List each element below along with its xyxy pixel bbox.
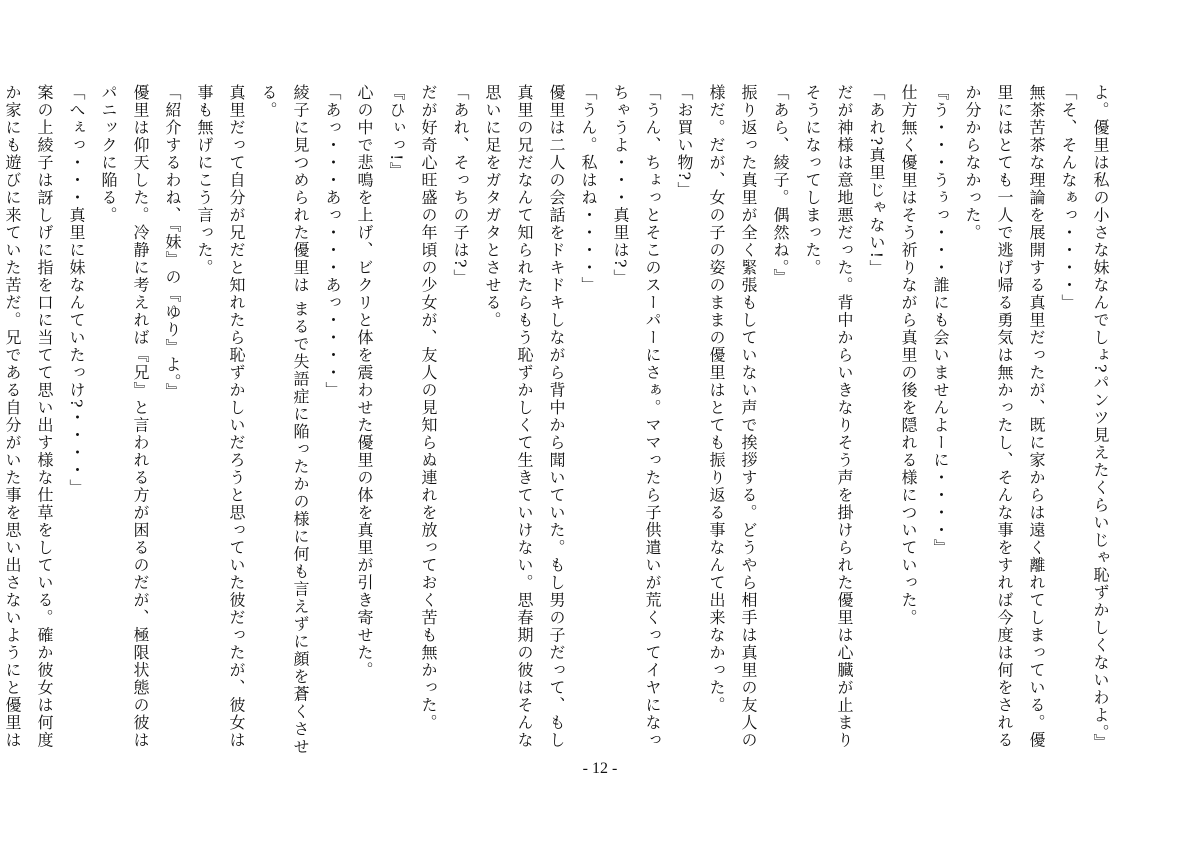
text-line: よ。優里は私の小さな妹なんでしょ?パンツ見えたくらいじゃ恥ずかしくないわよ。』	[1091, 84, 1110, 752]
text-line: 案の上綾子は訝しげに指を口に当てて思い出す様な仕草をしている。確か彼女は何度か家にも遊びに来ていた苦だ。兄である自分がいた事を思い出さないようにと優里は	[3, 84, 54, 749]
text-line: 優里は二人の会話をドキドキしながら背中から聞いていた。もし男の子だって、もし真里の兄だなんて知られたらもう恥ずかしくて生きていけない。思春期の彼はそんな思いに足をガタガタとさせる。	[483, 84, 566, 749]
text-line: 『ひぃっ!』	[387, 84, 406, 180]
text-line: 「うん、ちょっとそこのスーパーにさぁ。ママったら子供遣いが荒くってイヤになっちゃうよ・・・真里は?」	[611, 84, 662, 749]
text-line: 「あっ・・・あっ・・・あっ・・・・」	[323, 84, 342, 399]
text-line: 『う・・・うぅっ・・・誰にも会いませんよーに・・・・』	[931, 84, 950, 557]
text-line: 綾子に見つめられた優里は まるで失語症に陥ったかの様に何も言えずに顔を蒼くさせる。	[259, 84, 310, 756]
text-line: 仕方無く優里はそう祈りながら真里の後を隠れる様についていった。	[899, 84, 918, 627]
text-line: 心の中で悲鳴を上げ、ビクリと体を震わせた優里の体を真里が引き寄せた。	[355, 84, 374, 679]
text-line: 「あら、綾子。偶然ね。』	[771, 84, 790, 286]
text-line: 振り返った真里が全く緊張もしていない声で挨拶する。どうやら相手は真里の友人の様だ。だが、女の子の姿のままの優里はとても振り返る事なんて出来なかった。	[707, 84, 758, 749]
text-line: だが好奇心旺盛の年頃の少女が、友人の見知らぬ連れを放っておく苦も無かった。	[419, 84, 438, 732]
vertical-text-body	[3, 84, 1116, 764]
text-line: 「へぇっ・・・真里に妹なんていたっけ?・・・・」	[67, 84, 86, 497]
text-line: 無茶苦茶な理論を展開する真里だったが、既に家からは遠く離れてしまっている。優里にはとても一人で逃げ帰る勇気は無かったし、そんな事をすれば今度は何をされるか分からなかった。	[963, 84, 1046, 749]
text-line: 「そ、そんなぁっ・・・・」	[1059, 84, 1078, 312]
text-line: 「あれ?真里じゃない!」	[867, 84, 886, 278]
text-line: 「あれ、そっちの子は?」	[451, 84, 470, 287]
text-line: だが神様は意地悪だった。背中からいきなりそう声を掛けられた優里は心臓が止まりそうになってしまった。	[803, 84, 854, 749]
text-line: 優里は仰天した。冷静に考えれば『兄』と言われる方が困るのだが、極限状態の彼はパニックに陥る。	[99, 84, 150, 749]
text-line: 真里だって自分が兄だと知れたら恥ずかしいだろうと思っていた彼だったが、彼女は事も無げにこう言った。	[195, 84, 246, 749]
text-line: 「うん。私はね・・・・」	[579, 84, 598, 294]
text-line: 「お買い物?」	[675, 84, 694, 200]
page-number: - 12 -	[582, 760, 618, 777]
text-line: 「紹介するわね、『妹』の『ゆり』よ。』	[163, 84, 182, 401]
